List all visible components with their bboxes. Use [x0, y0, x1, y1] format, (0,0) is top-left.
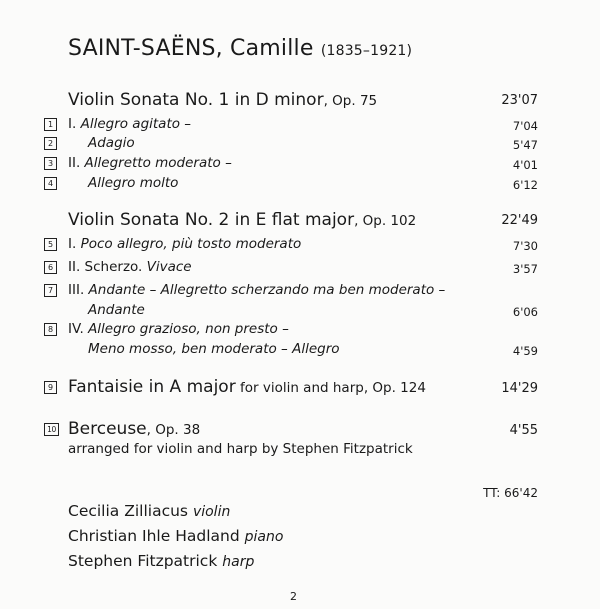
berceuse-arrangement-note: arranged for violin and harp by Stephen Fitzpatrick — [68, 441, 413, 457]
track-number: 2 — [44, 137, 57, 150]
performer-name: Christian Ihle Hadland — [68, 527, 240, 545]
track-number: 5 — [44, 238, 57, 251]
track-prefix: III. — [68, 282, 89, 298]
sonata1-total: 23'07 — [501, 93, 538, 108]
track-prefix: II. Scherzo. — [68, 259, 147, 275]
track-duration: 4'59 — [512, 344, 538, 358]
performer-instrument: harp — [222, 554, 255, 570]
track-tempo-continued: Andante — [88, 302, 145, 318]
sonata1-opus: , Op. 75 — [323, 93, 378, 109]
composer-dates: (1835–1921) — [320, 43, 413, 59]
track-duration: 7'30 — [512, 239, 538, 253]
track-duration: 4'01 — [512, 158, 538, 172]
track-number: 7 — [44, 284, 57, 297]
track-duration: 7'04 — [512, 119, 538, 133]
track-number: 1 — [44, 118, 57, 131]
track-tempo: Andante – Allegretto scherzando ma ben moderato – — [88, 282, 446, 298]
track-prefix: I. — [68, 116, 81, 132]
track-tempo: Allegro grazioso, non presto – — [88, 321, 289, 337]
track-number: 6 — [44, 261, 57, 274]
track-prefix: IV. — [68, 321, 89, 337]
total-time: TT: 66'42 — [483, 486, 538, 500]
fantaisie-duration: 14'29 — [501, 381, 538, 396]
track-number: 3 — [44, 157, 57, 170]
berceuse-title — [68, 419, 200, 439]
track-number: 8 — [44, 323, 57, 336]
track-duration: 3'57 — [512, 262, 538, 276]
track-number: 9 — [44, 381, 57, 394]
track-duration: 5'47 — [512, 138, 538, 152]
sonata2-opus: , Op. 102 — [354, 213, 417, 229]
page-number: 2 — [290, 590, 297, 603]
performer — [68, 502, 230, 520]
performer-name: Cecilia Zilliacus — [68, 502, 188, 520]
sonata2-title-text: Violin Sonata No. 2 in E flat major — [68, 210, 355, 230]
track-tempo: Poco allegro, più tosto moderato — [80, 236, 302, 252]
sonata2-total: 22'49 — [501, 213, 538, 228]
track-tempo-continued: Meno mosso, ben moderato – Allegro — [88, 341, 340, 357]
sonata1-title-text: Violin Sonata No. 1 in D minor — [68, 90, 324, 110]
track-tempo: Allegro molto — [88, 175, 179, 191]
track-tempo: Allegro agitato – — [80, 116, 192, 132]
track-title — [68, 282, 445, 298]
track-prefix: I. — [68, 236, 81, 252]
track-tempo: Vivace — [146, 259, 192, 275]
berceuse-title-text: Berceuse — [68, 419, 147, 439]
track-title — [88, 135, 135, 151]
performer-instrument: piano — [244, 529, 284, 545]
track-number: 4 — [44, 177, 57, 190]
performer — [68, 552, 254, 570]
track-title — [68, 155, 232, 171]
sonata1-title — [68, 90, 377, 110]
track-title — [68, 259, 192, 275]
fantaisie-title-text: Fantaisie in A major — [68, 377, 236, 397]
track-title — [88, 175, 178, 191]
berceuse-opus: , Op. 38 — [146, 422, 201, 438]
track-number: 10 — [44, 423, 59, 436]
sonata2-title — [68, 210, 416, 230]
berceuse-duration: 4'55 — [509, 423, 538, 438]
track-prefix: II. — [68, 155, 85, 171]
track-tempo: Allegretto moderato – — [84, 155, 232, 171]
fantaisie-title — [68, 377, 426, 397]
performer — [68, 527, 283, 545]
track-tempo: Adagio — [88, 135, 135, 151]
fantaisie-subtitle: for violin and harp, Op. 124 — [235, 380, 426, 396]
track-duration: 6'06 — [512, 305, 538, 319]
track-title — [68, 116, 191, 132]
track-duration: 6'12 — [512, 178, 538, 192]
performer-name: Stephen Fitzpatrick — [68, 552, 218, 570]
composer-heading — [68, 36, 412, 61]
composer-name: SAINT-SAËNS, Camille — [68, 36, 314, 61]
track-title — [68, 236, 301, 252]
track-title — [68, 321, 289, 337]
performer-instrument: violin — [192, 504, 231, 520]
